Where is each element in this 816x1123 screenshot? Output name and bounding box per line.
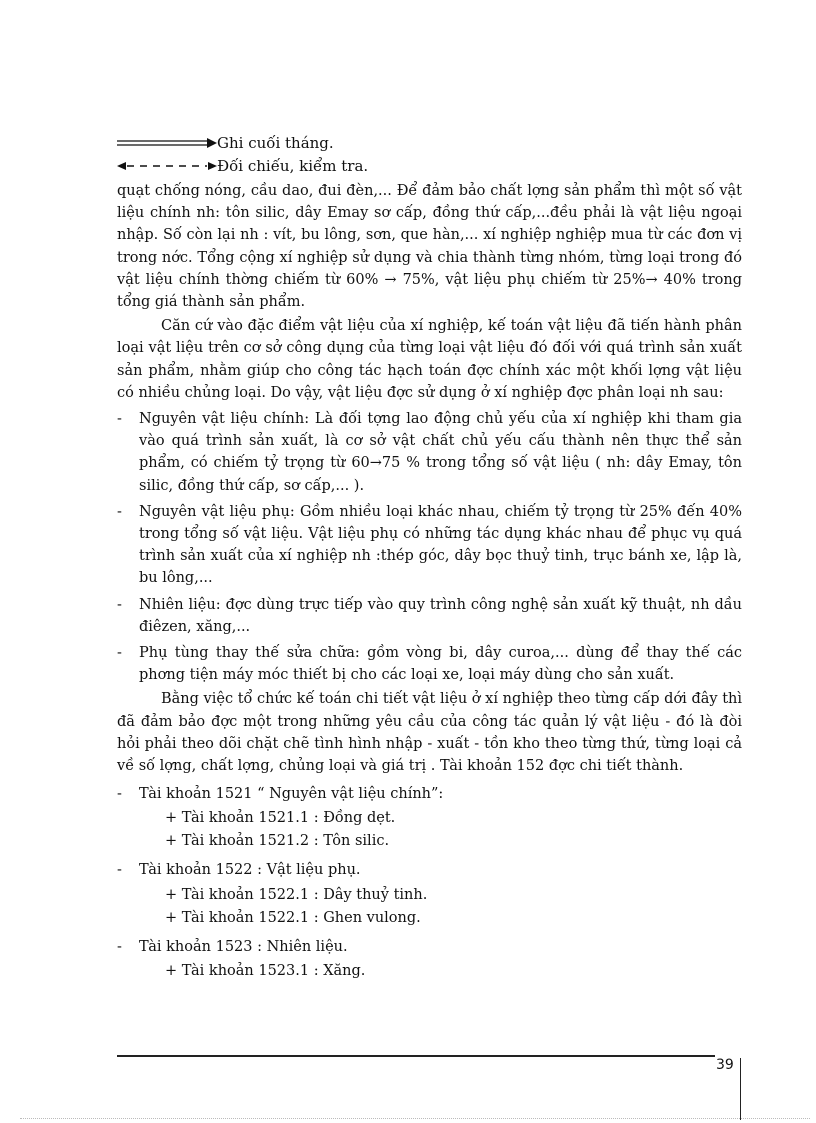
sub-account: + Tài khoản 1521.1 : Đồng dẹt. [165, 810, 396, 827]
account-item [117, 936, 742, 958]
list-item [117, 642, 742, 686]
account-item [117, 859, 742, 881]
list-item [117, 408, 742, 497]
list-item-text: Nhiên liệu: đợc dùng trực tiếp vào quy trình công nghệ sản xuất kỹ thuật, nh dầu điêzen, xăng,... [139, 596, 742, 635]
footer-rule [117, 1055, 715, 1057]
account-title: Tài khoản 1521 “ Nguyên vật liệu chính”: [139, 786, 444, 803]
dash-bullet: - [117, 786, 122, 803]
dash-bullet: - [117, 862, 122, 879]
dash-bullet: - [117, 645, 122, 662]
legend-monthly [117, 132, 334, 154]
double-arrow-right-icon [117, 136, 217, 150]
sub-account: + Tài khoản 1522.1 : Dây thuỷ tinh. [165, 886, 428, 903]
account-item [117, 783, 742, 805]
account-title: Tài khoản 1522 : Vật liệu phụ. [139, 862, 361, 879]
dashed-double-headed-arrow-icon [117, 159, 217, 173]
account-title: Tài khoản 1523 : Nhiên liệu. [139, 938, 348, 955]
legend-label: Ghi cuối tháng. [217, 134, 334, 152]
page-number: 39 [716, 1057, 734, 1073]
sub-account: + Tài khoản 1523.1 : Xăng. [165, 962, 366, 979]
paragraph: Căn cứ vào đặc điểm vật liệu của xí nghiệp, kế toán vật liệu đã tiến hành phân loại vật liệu trên cơ sở công dụng của từng loại vật liệu đó đối với quá trình sản xuất sản phẩm, nhằm giúp cho công tác hạch toán đợc chính xác một khối lợng vật liệu có nhiều chủng loại. Do vậy, vật liệu đợc sử dụng ở xí nghiệp đợc phân loại nh sau: [117, 318, 742, 401]
dash-bullet: - [117, 938, 122, 955]
sub-account: + Tài khoản 1522.1 : Ghen vulong. [165, 909, 421, 926]
dash-bullet: - [117, 503, 122, 520]
sub-account: + Tài khoản 1521.2 : Tôn silic. [165, 833, 390, 850]
dash-bullet: - [117, 411, 122, 428]
page-bottom-dotted-rule [20, 1118, 810, 1119]
paragraph: Bằng việc tổ chức kế toán chi tiết vật liệu ở xí nghiệp theo từng cấp dới đây thì đã đảm bảo đợc một trong những yêu cầu của công tác quản lý vật liệu - đó là đòi hỏi phải theo dõi chặt chẽ tình hình nhập - xuất - tồn kho theo từng thứ, từng loại cả về số lợng, chất lợng, chủng loại và giá trị . Tài khoản 152 đợc chi tiết thành. [117, 691, 742, 775]
list-item-text: Nguyên vật liệu chính: Là đối tợng lao động chủ yếu của xí nghiệp khi tham gia vào quá trình sản xuất, là cơ sở vật chất chủ yếu cấu thành nên thực thể sản phẩm, có chiếm tỷ trọng từ 60→75 % trong tổng số vật liệu ( nh: dây Emay, tôn silic, đồng thứ cấp, sơ cấp,... ). [139, 411, 742, 494]
legend-check [117, 155, 368, 177]
list-item [117, 501, 742, 590]
list-item-text: Phụ tùng thay thế sửa chữa: gồm vòng bi, dây curoa,... dùng để thay thế các phơng tiện máy móc thiết bị cho các loại xe, loại máy dùng cho sản xuất. [139, 645, 742, 684]
list-item-text: Nguyên vật liệu phụ: Gồm nhiều loại khác nhau, chiếm tỷ trọng từ 25% đến 40% trong tổng số vật liệu. Vật liệu phụ có những tác dụng khác nhau để phục vụ quá trình sản xuất của xí nghiệp nh :thép góc, dây bọc thuỷ tinh, trục bánh xe, lập là, bu lông,... [139, 503, 742, 587]
list-item [117, 594, 742, 638]
legend-label: Đối chiếu, kiểm tra. [217, 157, 369, 175]
body-text [117, 180, 742, 983]
page-border-line [740, 1058, 741, 1120]
dash-bullet: - [117, 596, 122, 613]
paragraph: quạt chống nóng, cầu dao, đui đèn,... Để đảm bảo chất lợng sản phẩm thì một số vật liệu chính nh: tôn silic, dây Emay sơ cấp, đồng thứ cấp,...đều phải là vật liệu ngoại nhập. Số còn lại nh : vít, bu lông, sơn, que hàn,... xí nghiệp nghiệp mua từ các đơn vị trong nớc. Tổng cộng xí nghiệp sử dụng và chia thành từng nhóm, từng loại trong đó vật liệu chính thờng chiếm từ 60% → 75%, vật liệu phụ chiếm từ 25%→ 40% trong tổng giá thành sản phẩm. [117, 183, 742, 311]
account-list [117, 783, 742, 983]
